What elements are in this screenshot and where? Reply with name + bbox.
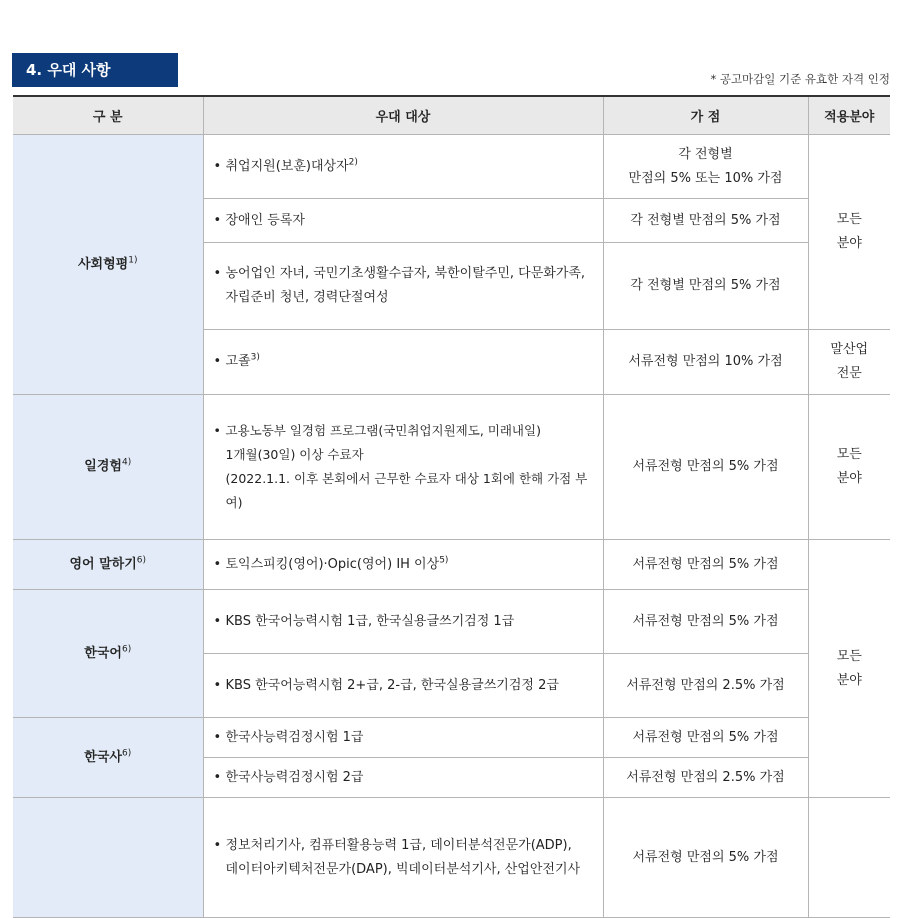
category-certificate [13,798,203,918]
field-cell: 모든 분야 [808,540,890,798]
field-cell: 말산업 전문 [808,330,890,395]
table-header-row [13,96,890,135]
header-category: 구 분 [13,96,203,135]
target-cell: • 취업지원(보훈)대상자$^{2)}$ [203,135,603,199]
table-row [13,798,890,918]
category-social: 사회형평$^{1)}$ [13,135,203,395]
points-cell: 서류전형 만점의 5% 가점 [603,540,808,590]
target-cell: • 농어업인 자녀, 국민기초생활수급자, 북한이탈주민, 다문화가족, 자립준비 청년, 경력단절여성 [203,243,603,330]
points-cell: 각 전형별 만점의 5% 가점 [603,199,808,243]
category-work-experience: 일경험$^{4)}$ [13,395,203,540]
points-cell: 각 전형별 만점의 5% 또는 10% 가점 [603,135,808,199]
section-title: 4. 우대 사항 [12,53,178,87]
target-cell: • 고졸$^{3)}$ [203,330,603,395]
field-cell [808,798,890,918]
table-row [13,718,890,758]
target-cell: • KBS 한국어능력시험 1급, 한국실용글쓰기검정 1급 [203,590,603,654]
points-cell: 서류전형 만점의 5% 가점 [603,798,808,918]
qualification-note: * 공고마감일 기준 유효한 자격 인정 [710,72,890,86]
points-cell: 서류전형 만점의 10% 가점 [603,330,808,395]
target-cell: • 고용노동부 일경험 프로그램(국민취업지원제도, 미래내일) 1개월(30일) 이상 수료자 (2022.1.1. 이후 본회에서 근무한 수료자 대상 1회에 한해 가점 부여) [203,395,603,540]
target-cell: • 장애인 등록자 [203,199,603,243]
target-cell: • 한국사능력검정시험 1급 [203,718,603,758]
header-points: 가 점 [603,96,808,135]
points-cell: 서류전형 만점의 2.5% 가점 [603,758,808,798]
target-cell: • 토익스피킹(영어)·Opic(영어) IH 이상$^{5)}$ [203,540,603,590]
points-cell: 서류전형 만점의 2.5% 가점 [603,654,808,718]
target-cell: • 정보처리기사, 컴퓨터활용능력 1급, 데이터분석전문가(ADP), 데이터아키텍처전문가(DAP), 빅데이터분석기사, 산업안전기사 [203,798,603,918]
points-cell: 서류전형 만점의 5% 가점 [603,718,808,758]
category-korean-history: 한국사$^{6)}$ [13,718,203,798]
field-cell: 모든 분야 [808,395,890,540]
points-cell: 각 전형별 만점의 5% 가점 [603,243,808,330]
preference-table [13,95,890,918]
field-cell: 모든 분야 [808,135,890,330]
header-field: 적용분야 [808,96,890,135]
category-english-speaking: 영어 말하기$^{6)}$ [13,540,203,590]
category-korean: 한국어$^{6)}$ [13,590,203,718]
table-row [13,590,890,654]
target-cell: • KBS 한국어능력시험 2+급, 2-급, 한국실용글쓰기검정 2급 [203,654,603,718]
header-target: 우대 대상 [203,96,603,135]
points-cell: 서류전형 만점의 5% 가점 [603,395,808,540]
points-cell: 서류전형 만점의 5% 가점 [603,590,808,654]
table-row [13,540,890,590]
target-cell: • 한국사능력검정시험 2급 [203,758,603,798]
table-row [13,395,890,540]
table-row [13,135,890,199]
